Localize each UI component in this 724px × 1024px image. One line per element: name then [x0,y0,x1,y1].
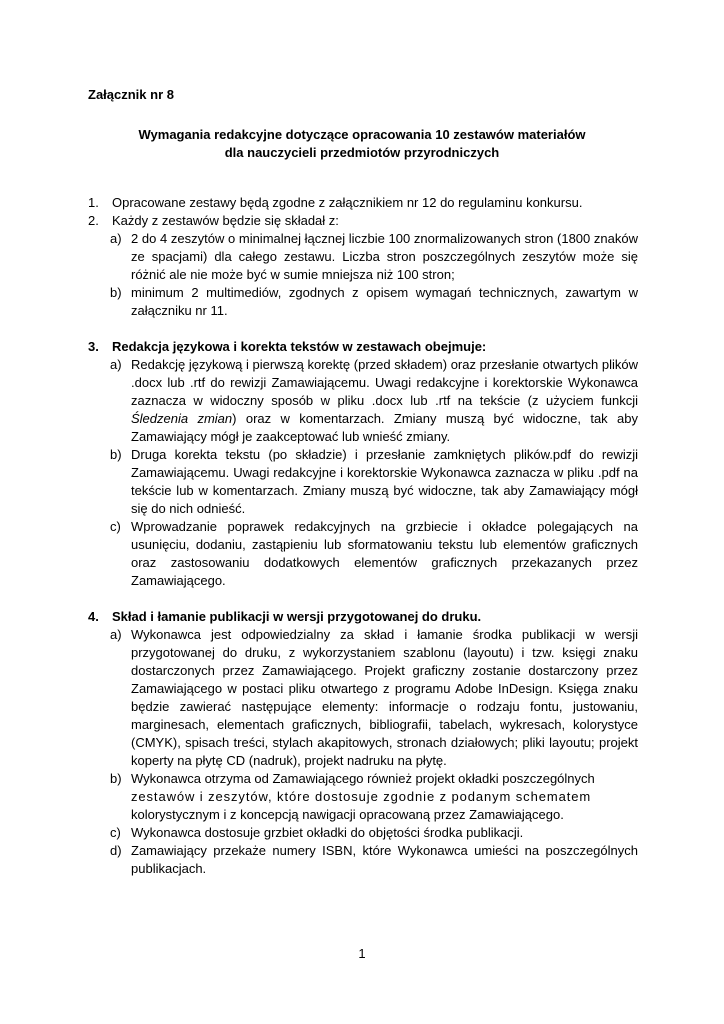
annex-label: Załącznik nr 8 [88,87,174,102]
subitem-text-pre: Redakcję językową i pierwszą korektę (przed składem) oraz przesłanie otwartych plików .docx lub .rtf do rewizji Zamawiającemu. Uwagi redakcyjne i korektorskie Wykonawca zaznacza w widoczny sposób w pliku .docx lub .rtf na tekście (z użyciem funkcji [131,357,638,408]
item-number: 1. [88,195,99,210]
item-number: 3. [88,339,99,354]
list-item-2 [88,212,638,230]
subitem-text: Wykonawca dostosuje grzbiet okładki do objętości środka publikacji. [131,825,524,840]
subitem-4d [88,842,638,878]
subitem-text: Wprowadzanie poprawek redakcyjnych na grzbiecie i okładce polegających na usunięciu, dodaniu, zastąpieniu lub sformatowaniu tekstu lub elementów graficznych oraz zastosowaniu dodatkowych elementów graficznych przekazanych przez Zamawiającego. [131,519,638,588]
spacer [88,590,638,608]
section-heading-4 [88,608,638,626]
item-text: Redakcja językowa i korekta tekstów w zestawach obejmuje: [112,339,487,354]
item-text: Opracowane zestawy będą zgodne z załącznikiem nr 12 do regulaminu konkursu. [112,195,583,210]
subitem-text: Wykonawca jest odpowiedzialny za skład i łamanie środka publikacji w wersji przygotowanej do druku, z wykorzystaniem szablonu (layoutu) i tzw. księgi znaku dostarczonych przez Zamawiającego. Projekt graficzny zostanie dostarczony przez Zamawiającego w postaci pliku otwartego z programu Adobe InDesign. Księga znaku będzie zawierać następujące elementy: informacje o rodzaju fontu, justowaniu, marginesach, elementach graficznych, bibliografii, tabelach, wykresach, kolorystyce (CMYK), spisach treści, stylach akapitowych, stronach działowych; pliki layoutu; projekt koperty na płytę CD (nadruk), projekt nadruku na płytę. [131,627,638,768]
subitem-text: Zamawiający przekaże numery ISBN, które Wykonawca umieści na poszczególnych publikacjach. [131,843,638,876]
item-number: 4. [88,609,99,624]
subitem-text-post: ) oraz w komentarzach. Zmiany muszą być widoczne, tak aby Zamawiający mógł je zaakceptować lub wnieść zmiany. [131,411,638,444]
title-line-1: Wymagania redakcyjne dotyczące opracowania 10 zestawów materiałów [138,127,586,142]
subitem-4c [88,824,638,842]
subitem-3b [88,446,638,518]
subitem-letter: a) [110,627,122,642]
subitem-line-3: kolorystycznym i z koncepcją nawigacji opracowaną przez Zamawiającego. [131,807,564,822]
subitem-letter: d) [110,843,122,858]
subitem-letter: a) [110,357,122,372]
subitem-letter: b) [110,771,122,786]
subitem-letter: c) [110,519,121,534]
subitem-text: 2 do 4 zeszytów o minimalnej łącznej liczbie 100 znormalizowanych stron (1800 znaków ze spacjami) dla całego zestawu. Liczba stron poszczególnych zeszytów może się różnić ale nie może być w sumie mniejsza niż 100 stron; [131,231,638,282]
document-body [88,194,638,878]
subitem-letter: b) [110,447,122,462]
subitem-4b [88,770,638,824]
subitem-3c [88,518,638,590]
item-text: Skład i łamanie publikacji w wersji przygotowanej do druku. [112,609,482,624]
subitem-2a [88,230,638,284]
subitem-2b [88,284,638,320]
subitem-line-2: zestawów i zeszytów, które dostosuje zgodnie z podanym schematem [131,789,592,804]
subitem-3a [88,356,638,446]
item-text: Każdy z zestawów będzie się składał z: [112,213,339,228]
subitem-letter: b) [110,285,122,300]
item-number: 2. [88,213,99,228]
section-heading-3 [88,338,638,356]
subitem-letter: c) [110,825,121,840]
document-title [88,126,636,162]
subitem-text-italic: Śledzenia zmian [131,411,233,426]
list-item-1 [88,194,638,212]
subitem-4a [88,626,638,770]
subitem-letter: a) [110,231,122,246]
title-line-2: dla nauczycieli przedmiotów przyrodniczych [224,145,500,160]
subitem-line-1: Wykonawca otrzyma od Zamawiającego również projekt okładki poszczególnych [131,771,595,786]
page-number: 1 [358,946,366,961]
spacer [88,320,638,338]
subitem-text: Druga korekta tekstu (po składzie) i przesłanie zamkniętych plików.pdf do rewizji Zamawiającemu. Uwagi redakcyjne i korektorskie Wykonawca zaznacza w pliku .pdf na tekście lub w komentarzach. Zmiany muszą być widoczne, tak aby Zamawiający mógł się do nich odnieść. [131,447,638,516]
subitem-text: minimum 2 multimediów, zgodnych z opisem wymagań technicznych, zawartym w załączniku nr 11. [131,285,638,318]
